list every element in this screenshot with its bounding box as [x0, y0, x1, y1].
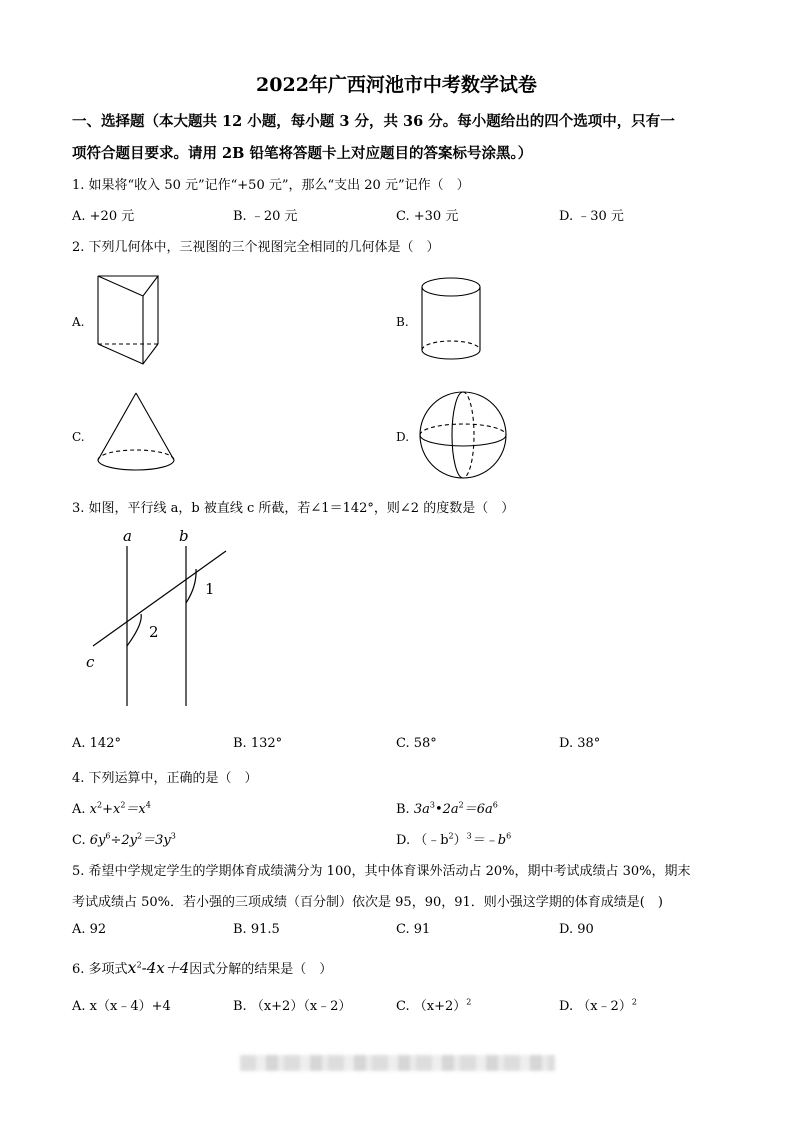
- q6-option-d: D. （x﹣2）$^2$: [559, 997, 637, 1014]
- line-c-label: c: [86, 653, 95, 671]
- section-heading-line1: 一、选择题（本大题共 12 小题，每小题 3 分，共 36 分。每小题给出的四个选项中，只有一: [72, 113, 675, 130]
- question-1-stem: 1. 如果将“收入 50 元”记作“+50 元”，那么“支出 20 元”记作（ ）: [72, 178, 470, 193]
- q5-option-b: B. 91.5: [233, 922, 280, 937]
- line-a-label: a: [123, 527, 132, 545]
- sphere-figure: [418, 390, 510, 482]
- q2-label-a: A.: [72, 315, 85, 329]
- triangular-prism-figure: [95, 272, 165, 368]
- q2-label-b: B.: [396, 315, 409, 329]
- cone-figure: [95, 390, 177, 474]
- question-6-stem: 6. 多项式$x^2-4x+4$因式分解的结果是（ ）: [72, 958, 333, 977]
- angle-2-label: 2: [149, 623, 159, 641]
- page-title: 2022年广西河池市中考数学试卷: [256, 74, 537, 96]
- q1-option-c: C. +30 元: [396, 209, 459, 224]
- q3-option-d: D. 38°: [559, 736, 601, 751]
- q4-option-a: A. $x^2+x^2=x^4$: [72, 800, 151, 817]
- question-4-stem: 4. 下列运算中，正确的是（ ）: [72, 771, 258, 786]
- blurred-footer-watermark: [240, 1055, 555, 1071]
- q4-option-b: B. $3a^3•2a^2=6a^6$: [396, 800, 498, 817]
- angle-1-label: 1: [205, 580, 215, 598]
- q4-option-d: D. $(﹣b^2)^3=﹣b^6$: [396, 831, 512, 848]
- q2-label-c: C.: [72, 430, 85, 444]
- q3-option-a: A. 142°: [72, 736, 121, 751]
- question-2-stem: 2. 下列几何体中，三视图的三个视图完全相同的几何体是（ ）: [72, 240, 440, 255]
- q6-option-b: B. （x+2）（x﹣2）: [233, 999, 352, 1014]
- q5-option-d: D. 90: [559, 922, 594, 937]
- q1-option-b: B. ﹣20 元: [233, 209, 298, 224]
- q5-option-a: A. 92: [72, 922, 107, 937]
- q2-label-d: D.: [396, 430, 410, 444]
- question-5-stem-line1: 5. 希望中学规定学生的学期体育成绩满分为 100，其中体育课外活动占 20%，期中考试成绩占 30%，期末: [72, 864, 691, 879]
- q1-option-d: D. ﹣30 元: [559, 209, 624, 224]
- q3-option-b: B. 132°: [233, 736, 283, 751]
- q3-option-c: C. 58°: [396, 736, 437, 751]
- q6-option-c: C. $(x+2)^2$: [396, 997, 472, 1014]
- q6-option-a: A. x（x﹣4）+4: [72, 999, 171, 1014]
- q4-option-c: C. $6y^6\div 2y^2=3y^3$: [72, 831, 176, 848]
- section-heading-line2: 项符合题目要求。请用 2B 铅笔将答题卡上对应题目的答案标号涂黑。）: [72, 145, 533, 162]
- question-3-stem: 3. 如图，平行线 a，b 被直线 c 所截，若∠1＝142°，则∠2 的度数是（ ）: [72, 501, 515, 516]
- cylinder-figure: [420, 276, 484, 366]
- parallel-lines-figure: [80, 528, 240, 713]
- line-b-label: b: [179, 527, 189, 545]
- q5-option-c: C. 91: [396, 922, 431, 937]
- q1-option-a: A. +20 元: [72, 209, 135, 224]
- question-5-stem-line2: 考试成绩占 50%．若小强的三项成绩（百分制）依次是 95，90，91．则小强这学期的体育成绩是( ): [72, 895, 663, 910]
